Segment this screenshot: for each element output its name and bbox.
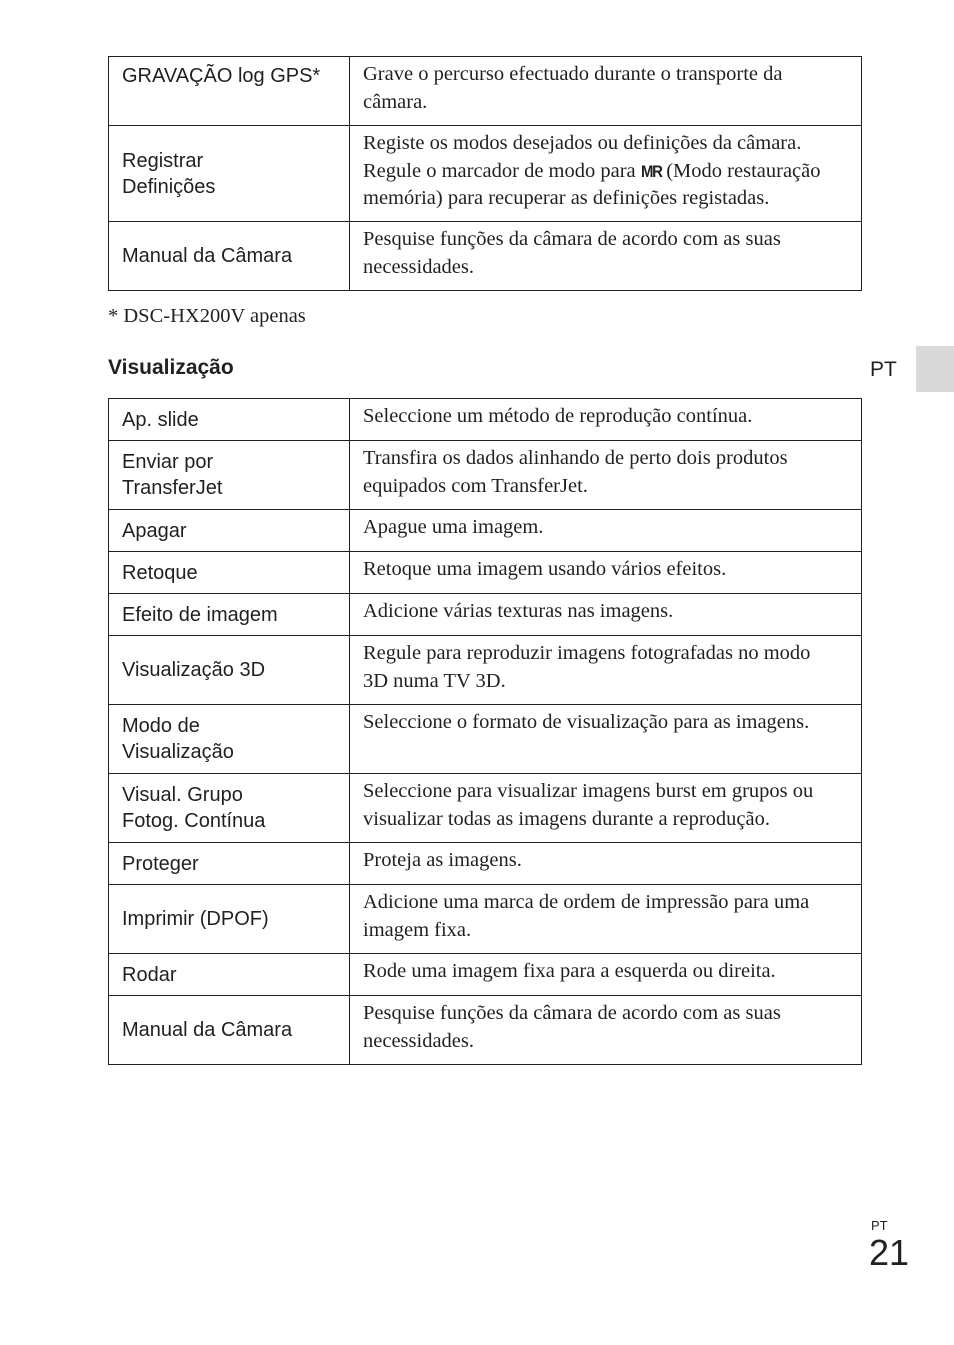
- table-row: [109, 774, 862, 843]
- description-line: Retoque uma imagem usando vários efeitos.: [363, 558, 727, 580]
- description-line: Registe os modos desejados ou definições da câmara.: [363, 132, 802, 154]
- menu-item-description: [350, 57, 862, 126]
- table-row: [109, 636, 862, 705]
- menu-item-name: [109, 594, 350, 636]
- menu-item-label: Enviar por: [122, 451, 214, 473]
- description-line: Adicione uma marca de ordem de impressão para uma: [363, 891, 810, 913]
- menu-item-label: Proteger: [122, 852, 199, 875]
- table-row: [109, 399, 862, 441]
- menu-item-label: GRAVAÇÃO log GPS*: [122, 65, 321, 87]
- description-line: memória) para recuperar as definições registadas.: [363, 187, 770, 209]
- menu-item-label: Registrar: [122, 149, 204, 172]
- description-line: Apague uma imagem.: [363, 516, 544, 538]
- menu-item-description: [350, 222, 862, 291]
- menu-item-description: [350, 996, 862, 1065]
- menu-item-label: Ap. slide: [122, 408, 199, 431]
- menu-item-label: Imprimir (DPOF): [122, 908, 269, 930]
- table-row: [109, 996, 862, 1065]
- menu-item-name: [109, 885, 350, 954]
- menu-item-description: [350, 510, 862, 552]
- menu-item-label: Apagar: [122, 519, 187, 542]
- menu-item-label: Definições: [122, 175, 216, 198]
- table-row: [109, 57, 862, 126]
- menu-item-name: [109, 399, 350, 441]
- description-line: necessidades.: [363, 255, 474, 278]
- playback-table: [108, 398, 862, 1065]
- menu-item-description: [350, 885, 862, 954]
- menu-item-name: [109, 705, 350, 774]
- menu-item-label: Modo de: [122, 715, 200, 737]
- description-line: equipados com TransferJet.: [363, 474, 588, 497]
- menu-item-description: [350, 399, 862, 441]
- menu-item-label: Visualização 3D: [122, 659, 266, 681]
- description-line: Rode uma imagem fixa para a esquerda ou direita.: [363, 960, 776, 982]
- menu-item-label: Manual da Câmara: [122, 1019, 293, 1041]
- menu-item-name: [109, 126, 350, 222]
- menu-item-name: [109, 774, 350, 843]
- menu-item-name: [109, 57, 350, 126]
- menu-item-name: [109, 636, 350, 705]
- menu-item-description: [350, 594, 862, 636]
- menu-item-name: [109, 441, 350, 510]
- menu-item-label: Retoque: [122, 561, 198, 584]
- menu-item-label: Visualização: [122, 741, 234, 763]
- description-line: Pesquise funções da câmara de acordo com as suas: [363, 228, 781, 250]
- table-row: [109, 954, 862, 996]
- menu-item-description: [350, 552, 862, 594]
- table-row: [109, 843, 862, 885]
- description-line: visualizar todas as imagens durante a reprodução.: [363, 807, 770, 830]
- table-row: [109, 126, 862, 222]
- description-line: Regule para reproduzir imagens fotografadas no modo: [363, 642, 811, 664]
- menu-item-name: [109, 996, 350, 1065]
- description-line: Seleccione para visualizar imagens burst em grupos ou: [363, 780, 814, 802]
- menu-item-label: TransferJet: [122, 477, 223, 499]
- menu-item-description: [350, 954, 862, 996]
- menu-item-name: [109, 222, 350, 291]
- table-row: [109, 885, 862, 954]
- description-line: (Modo restauração: [666, 159, 821, 182]
- language-tab-marker: [916, 346, 954, 392]
- menu-item-name: [109, 843, 350, 885]
- menu-item-description: [350, 705, 862, 774]
- menu-item-label: Fotog. Contínua: [122, 810, 266, 832]
- description-line: Seleccione um método de reprodução contínua.: [363, 405, 753, 427]
- table-row: [109, 594, 862, 636]
- page-language-code: PT: [871, 1218, 888, 1233]
- description-line: necessidades.: [363, 1029, 474, 1052]
- page-number: 21: [869, 1232, 910, 1273]
- table-row: [109, 222, 862, 291]
- menu-item-description: [350, 441, 862, 510]
- menu-item-description: [350, 843, 862, 885]
- description-line: Pesquise funções da câmara de acordo com as suas: [363, 1002, 781, 1024]
- memory-recall-mode-icon: MR: [640, 161, 662, 181]
- menu-item-label: Rodar: [122, 963, 177, 986]
- menu-item-description: [350, 774, 862, 843]
- menu-item-description: [350, 126, 862, 222]
- description-line: Transfira os dados alinhando de perto dois produtos: [363, 447, 788, 469]
- menu-item-label: Visual. Grupo: [122, 784, 243, 806]
- menu-item-name: [109, 552, 350, 594]
- menu-item-name: [109, 954, 350, 996]
- description-line: Regule o marcador de modo para: [363, 159, 641, 182]
- description-line: Grave o percurso efectuado durante o transporte da: [363, 63, 783, 85]
- description-line: câmara.: [363, 90, 428, 113]
- table-row: [109, 510, 862, 552]
- description-line: Proteja as imagens.: [363, 849, 522, 871]
- menu-item-label: Efeito de imagem: [122, 603, 278, 626]
- description-line: imagem fixa.: [363, 918, 472, 941]
- menu-item-name: [109, 510, 350, 552]
- language-label: PT: [870, 358, 897, 381]
- table-row: [109, 705, 862, 774]
- table-row: [109, 441, 862, 510]
- table-row: [109, 552, 862, 594]
- section-heading: Visualização: [108, 356, 234, 379]
- menu-item-label: Manual da Câmara: [122, 245, 293, 267]
- settings-table: [108, 56, 862, 291]
- description-line: Seleccione o formato de visualização para as imagens.: [363, 711, 810, 733]
- description-line: Adicione várias texturas nas imagens.: [363, 600, 674, 622]
- menu-item-description: [350, 636, 862, 705]
- description-line: 3D numa TV 3D.: [363, 669, 506, 692]
- footnote: * DSC-HX200V apenas: [108, 305, 306, 327]
